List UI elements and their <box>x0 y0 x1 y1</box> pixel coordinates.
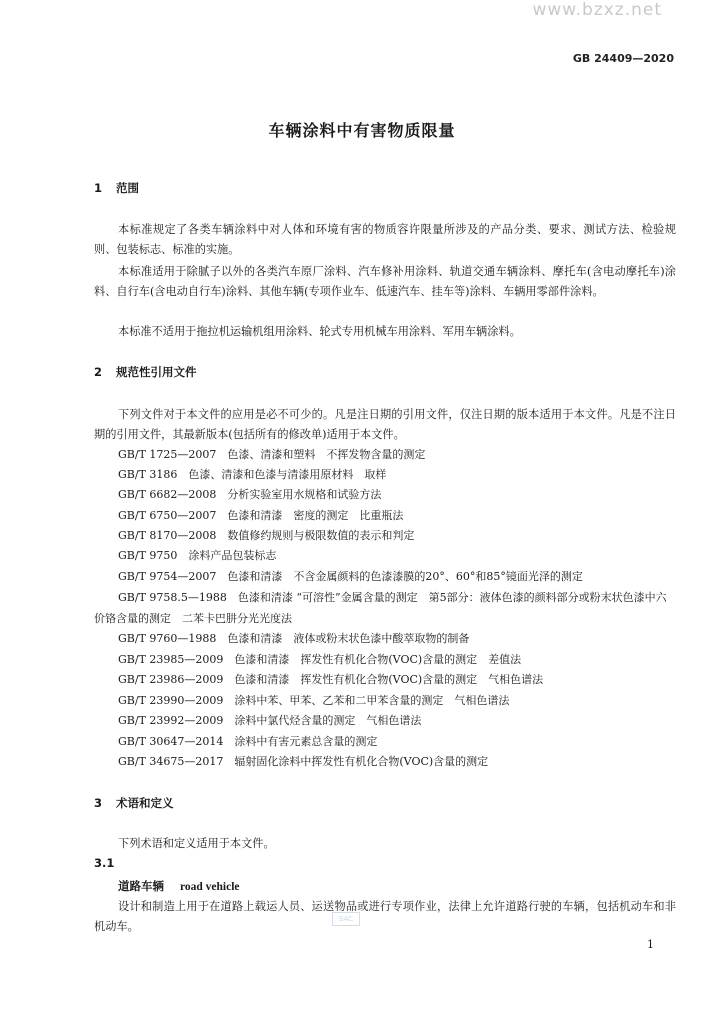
reference-item: GB/T 23990—2009 涂料中苯、甲苯、乙苯和二甲苯含量的测定 气相色谱法 <box>118 694 510 707</box>
reference-item: GB/T 3186 色漆、清漆和色漆与清漆用原材料 取样 <box>118 468 387 481</box>
reference-item: GB/T 9750 涂料产品包装标志 <box>118 549 277 562</box>
reference-item: GB/T 9754—2007 色漆和清漆 不含金属颜料的色漆漆膜的20°、60°和85°镜面光泽的测定 <box>118 570 583 583</box>
reference-item: GB/T 23985—2009 色漆和清漆 挥发性有机化合物(VOC)含量的测定 差值法 <box>118 653 522 666</box>
section-number: 2 <box>94 365 103 379</box>
paragraph: 本标准适用于除腻子以外的各类汽车原厂涂料、汽车修补用涂料、轨道交通车辆涂料、摩托车(含电动摩托车)涂料、自行车(含电动自行车)涂料、其他车辆(专项作业车、低速汽车、挂车等)涂料、车辆用零部件涂料。 <box>94 265 676 298</box>
subsection-number: 3.1 <box>94 856 115 870</box>
paragraph: 本标准不适用于拖拉机运输机组用涂料、轮式专用机械车用涂料、军用车辆涂料。 <box>118 325 521 338</box>
document-title: 车辆涂料中有害物质限量 <box>268 121 456 140</box>
page-number: 1 <box>647 938 654 951</box>
reference-item: GB/T 30647—2014 涂料中有害元素总含量的测定 <box>118 735 378 748</box>
reference-item: GB/T 8170—2008 数值修约规则与极限数值的表示和判定 <box>118 529 415 542</box>
paragraph: 下列文件对于本文件的应用是必不可少的。凡是注日期的引用文件，仅注日期的版本适用于本文件。凡是不注日期的引用文件，其最新版本(包括所有的修改单)适用于本文件。 <box>94 408 676 441</box>
watermark-text: www.bzxz.net <box>532 0 662 20</box>
reference-item: GB/T 6750—2007 色漆和清漆 密度的测定 比重瓶法 <box>118 509 404 522</box>
reference-item: GB/T 6682—2008 分析实验室用水规格和试验方法 <box>118 488 382 501</box>
section-title: 术语和定义 <box>116 796 174 810</box>
reference-item: GB/T 9760—1988 色漆和清漆 液体或粉末状色漆中酸萃取物的制备 <box>118 632 470 645</box>
section-2-heading <box>94 364 197 380</box>
reference-item: GB/T 1725—2007 色漆、清漆和塑料 不挥发物含量的测定 <box>118 448 426 461</box>
standard-number: GB 24409—2020 <box>572 52 674 65</box>
reference-item: GB/T 9758.5—1988 色漆和清漆 “可溶性”金属含量的测定 第5部分：液体色漆的颜料部分或粉末状色漆中六价铬含量的测定 二苯卡巴肼分光光度法 <box>94 591 667 625</box>
section-3-heading <box>94 795 174 811</box>
paragraph: 本标准规定了各类车辆涂料中对人体和环境有害的物质容许限量所涉及的产品分类、要求、测试方法、检验规则、包装标志、标准的实施。 <box>94 223 676 256</box>
reference-item: GB/T 23986—2009 色漆和清漆 挥发性有机化合物(VOC)含量的测定 气相色谱法 <box>118 673 544 686</box>
reference-item: GB/T 23992—2009 涂料中氯代烃含量的测定 气相色谱法 <box>118 714 422 727</box>
term-english: road vehicle <box>180 881 240 893</box>
section-number: 3 <box>94 796 103 810</box>
term-entry <box>118 878 240 894</box>
section-title: 范围 <box>116 181 139 195</box>
section-number: 1 <box>94 181 103 195</box>
reference-item: GB/T 34675—2017 辐射固化涂料中挥发性有机化合物(VOC)含量的测定 <box>118 755 489 768</box>
term-definition: 设计和制造上用于在道路上载运人员、运送物品或进行专项作业，法律上允许道路行驶的车辆，包括机动车和非机动车。 <box>94 900 676 933</box>
paragraph: 下列术语和定义适用于本文件。 <box>118 837 275 850</box>
term-chinese: 道路车辆 <box>118 879 164 893</box>
section-title: 规范性引用文件 <box>116 365 197 379</box>
section-1-heading <box>94 180 139 196</box>
stamp-mark: SAC <box>332 912 360 926</box>
